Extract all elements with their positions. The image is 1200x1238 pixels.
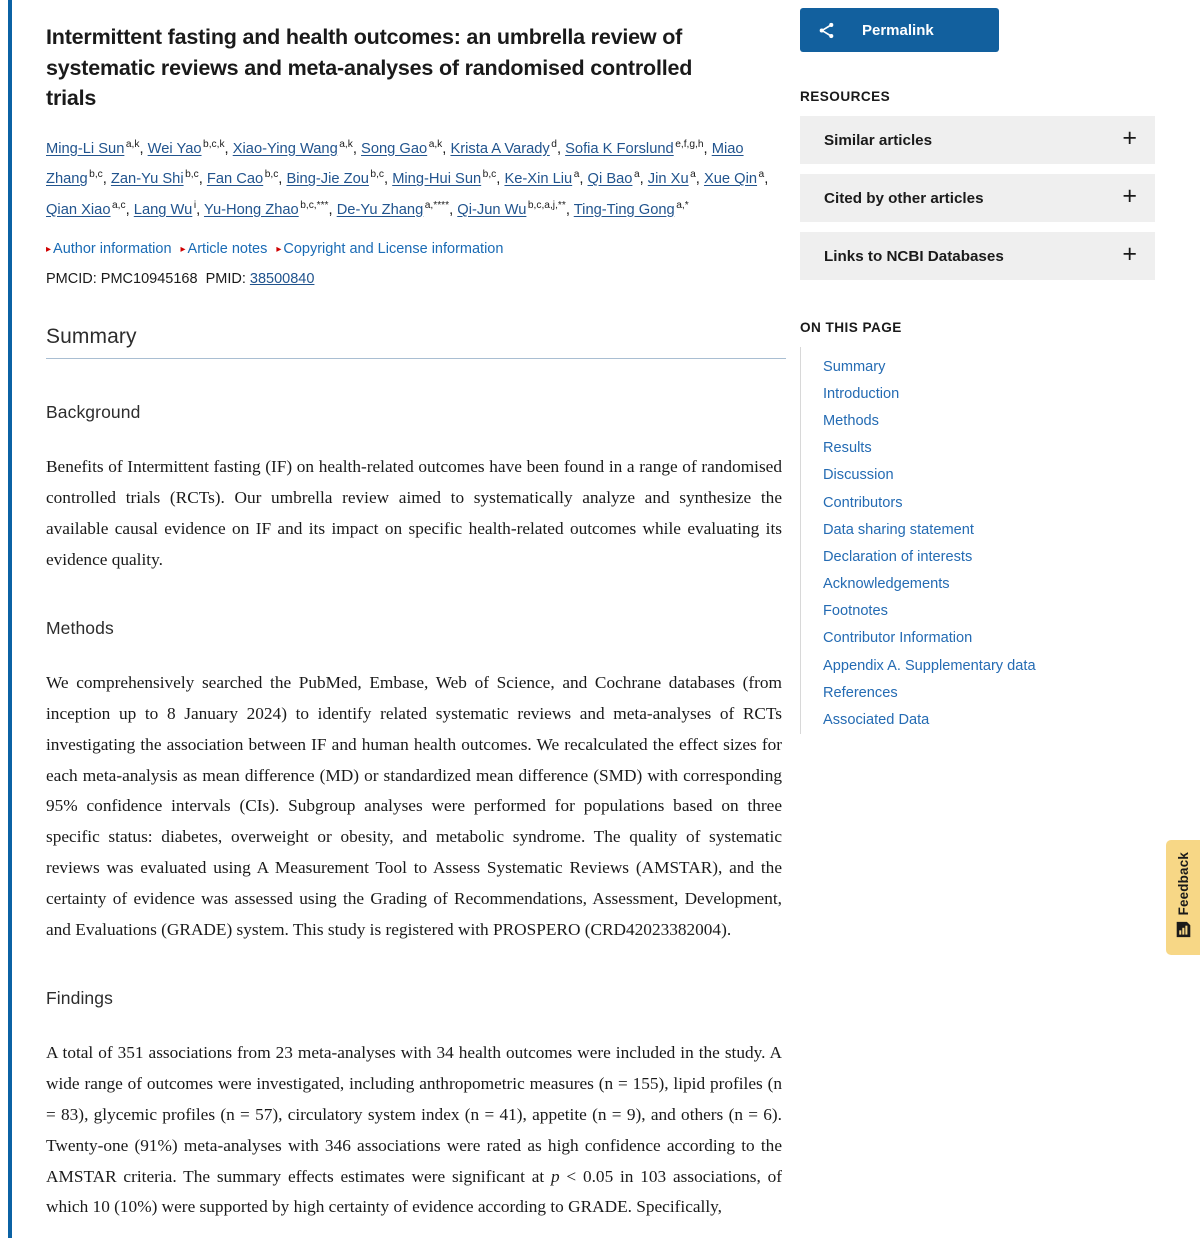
article-info-links — [46, 239, 800, 261]
author-link[interactable]: Qian Xiao — [46, 201, 111, 218]
summary-heading: Summary — [46, 325, 786, 359]
toc-link-contributors[interactable]: Contributors — [823, 494, 903, 511]
on-this-page-heading: ON THIS PAGE — [800, 320, 902, 335]
toc-link-methods[interactable]: Methods — [823, 412, 879, 429]
info-link-article-notes[interactable] — [181, 239, 268, 261]
author-separator: , — [278, 171, 287, 188]
author-link[interactable]: Song Gao — [361, 140, 428, 157]
author-separator: , — [224, 140, 233, 157]
author-link[interactable]: Ming-Hui Sun — [392, 171, 482, 188]
author-separator: , — [695, 171, 704, 188]
share-icon — [817, 21, 836, 40]
author-separator: , — [449, 201, 458, 218]
author-affiliation-sup: a,* — [676, 199, 689, 211]
toc-link-declaration-of-interests[interactable]: Declaration of interests — [823, 548, 973, 565]
author-affiliation-sup: b,c — [482, 169, 497, 181]
author-link[interactable]: Jin Xu — [647, 171, 689, 188]
plus-icon[interactable]: + — [1122, 124, 1137, 152]
toc-link-discussion[interactable]: Discussion — [823, 467, 894, 484]
author-affiliation-sup: a,**** — [424, 199, 450, 211]
author-separator: , — [639, 171, 648, 188]
author-separator: , — [352, 140, 362, 157]
pmid-link[interactable]: 38500840 — [249, 271, 315, 288]
author-link[interactable]: Krista A Varady — [450, 140, 550, 157]
feedback-label: Feedback — [1175, 851, 1191, 916]
author-separator: , — [565, 201, 574, 218]
author-link[interactable]: De-Yu Zhang — [336, 201, 424, 218]
resource-row-links-to-ncbi-databases[interactable] — [800, 232, 1155, 280]
author-link[interactable]: Bing-Jie Zou — [286, 171, 369, 188]
info-link-label: Copyright and License information — [283, 241, 504, 258]
author-separator: , — [442, 140, 451, 157]
findings-paragraph — [46, 1038, 782, 1223]
author-separator: , — [102, 171, 111, 188]
resources-heading: RESOURCES — [800, 89, 891, 104]
findings-italic-p: p — [550, 1166, 560, 1186]
feedback-tab[interactable] — [1166, 840, 1200, 955]
plus-icon[interactable]: + — [1122, 182, 1137, 210]
author-affiliation-sup: a,k — [428, 138, 443, 150]
author-affiliation-sup: a,c — [112, 199, 126, 211]
author-link[interactable]: Sofia K Forslund — [565, 140, 674, 157]
toc-link-acknowledgements[interactable]: Acknowledgements — [823, 576, 950, 593]
permalink-label: Permalink — [862, 21, 934, 39]
pmcid-value: PMC10945168 — [100, 271, 198, 288]
author-link[interactable]: Wei Yao — [147, 140, 202, 157]
permalink-button[interactable] — [800, 8, 999, 52]
author-affiliation-sup: a — [633, 169, 640, 181]
author-affiliation-sup: b,c,k — [203, 138, 225, 150]
toc-link-associated-data[interactable]: Associated Data — [823, 712, 930, 729]
toc-link-introduction[interactable]: Introduction — [823, 385, 900, 402]
author-separator: , — [196, 201, 204, 218]
methods-heading: Methods — [46, 618, 114, 639]
author-affiliation-sup: b,c,a,j,** — [527, 199, 566, 211]
info-link-label: Article notes — [187, 241, 268, 258]
background-paragraph: Benefits of Intermittent fasting (IF) on health-related outcomes have been found in a range of randomised controlled trials (RCTs). Our umbrella review aimed to systematically analyze and synthesize the available causal evidence on IF and its impact on specific health-related outcomes while evaluating its evidence quality. — [46, 457, 782, 569]
author-link[interactable]: Xiao-Ying Wang — [232, 140, 338, 157]
author-affiliation-sup: a — [573, 169, 580, 181]
author-separator: , — [328, 201, 337, 218]
background-heading: Background — [46, 402, 141, 423]
author-link[interactable]: Lang Wu — [133, 201, 193, 218]
author-link[interactable]: Zan-Yu Shi — [110, 171, 184, 188]
author-separator: , — [384, 171, 393, 188]
resource-row-similar-articles[interactable] — [800, 116, 1155, 164]
author-separator: , — [703, 140, 712, 157]
resource-label: Cited by other articles — [824, 189, 984, 207]
author-affiliation-sup: b,c — [185, 169, 199, 181]
pmcid-label: PMCID: — [46, 271, 97, 288]
toc-link-data-sharing-statement[interactable]: Data sharing statement — [823, 521, 974, 538]
author-affiliation-sup: b,c — [89, 169, 103, 181]
toc-link-results[interactable]: Results — [823, 440, 872, 457]
article-sidebar — [800, 0, 1200, 734]
author-separator: , — [556, 140, 566, 157]
author-link[interactable]: Ke-Xin Liu — [504, 171, 573, 188]
author-affiliation-sup: a — [690, 169, 696, 181]
plus-icon[interactable]: + — [1122, 240, 1137, 268]
author-link[interactable]: Xue Qin — [703, 171, 758, 188]
author-affiliation-sup: b,c — [370, 169, 385, 181]
page-title: Intermittent fasting and health outcomes: an umbrella review of systematic reviews and meta-analyses of randomised controlled trials — [46, 25, 693, 111]
findings-text-part1: A total of 351 associations from 23 meta-analyses with 34 health outcomes were included in the study. A wide range of outcomes were investigated, including anthropometric measures (n = 155), lipid profiles (n = 83), glycemic profiles (n = 57), circulatory system index (n = 41), appetite (n = 9), and others (n = 6). Twenty-one (91%) meta-analyses with 346 associations were rated as high confidence according to the AMSTAR criteria. The summary effects estimates were significant at — [46, 1043, 782, 1186]
author-separator: , — [579, 171, 588, 188]
chart-page-icon — [1175, 921, 1192, 943]
pmid-label: PMID: — [205, 271, 246, 288]
author-link[interactable]: Yu-Hong Zhao — [203, 201, 299, 218]
author-link[interactable]: Ming-Li Sun — [46, 140, 125, 157]
author-affiliation-sup: b,c,*** — [300, 199, 329, 211]
toc-link-appendix-a-supplementary-data[interactable]: Appendix A. Supplementary data — [823, 657, 1036, 674]
triangle-right-icon: ▸ — [46, 244, 52, 256]
methods-paragraph: We comprehensively searched the PubMed, Embase, Web of Science, and Cochrane databases (from inception up to 8 January 2024) to identify related systematic reviews and meta-analyses of RCTs investigating the association between IF and human health outcomes. We recalculated the effect sizes for each meta-analysis as mean difference (MD) or standardized mean difference (SMD) with corresponding 95% confidence intervals (CIs). Subgroup analyses were performed for populations based on three specific status: diabetes, overweight or obesity, and metabolic syndrome. The quality of systematic reviews was evaluated using A Measurement Tool to Assess Systematic Reviews (AMSTAR), and the certainty of evidence was assessed using the Grading of Recommendations, Assessment, Development, and Evaluations (GRADE) system. This study is registered with PROSPERO (CRD42023382004). — [46, 673, 782, 939]
author-affiliation-sup: b,c — [264, 169, 279, 181]
author-separator: , — [198, 171, 207, 188]
author-link[interactable]: Miao Zhang — [46, 140, 744, 188]
info-link-copyright-and-license-information[interactable] — [276, 239, 503, 261]
author-affiliation-sup: a,k — [125, 138, 140, 150]
author-separator: , — [496, 171, 505, 188]
author-separator: , — [125, 201, 134, 218]
author-affiliation-sup: e,f,g,h — [675, 138, 704, 150]
resource-row-cited-by-other-articles[interactable] — [800, 174, 1155, 222]
author-link[interactable]: Fan Cao — [206, 171, 264, 188]
info-link-author-information[interactable] — [46, 239, 172, 261]
author-affiliation-sup: d — [551, 138, 557, 150]
resources-accordion — [800, 116, 1155, 280]
toc-link-footnotes[interactable]: Footnotes — [823, 603, 888, 620]
on-this-page-nav — [800, 347, 1155, 734]
resource-label: Similar articles — [824, 131, 933, 149]
resource-label: Links to NCBI Databases — [824, 247, 1004, 265]
author-list — [46, 134, 786, 226]
toc-link-contributor-information[interactable]: Contributor Information — [823, 630, 973, 647]
findings-heading: Findings — [46, 988, 113, 1009]
author-affiliation-sup: a — [758, 169, 765, 181]
author-link[interactable]: Ting-Ting Gong — [573, 201, 675, 218]
triangle-right-icon: ▸ — [180, 244, 186, 256]
toc-link-references[interactable]: References — [823, 684, 898, 701]
triangle-right-icon: ▸ — [276, 244, 282, 256]
findings-text-part2: < 0.05 in 103 associations, of which 10 (10%) were supported by high certainty of evidence according to GRADE. Specifically, — [46, 1166, 782, 1217]
author-affiliation-sup: a,k — [339, 138, 353, 150]
toc-link-summary[interactable]: Summary — [823, 358, 886, 375]
author-link[interactable]: Qi-Jun Wu — [457, 201, 527, 218]
author-separator: , — [139, 140, 148, 157]
author-affiliation-sup: i — [193, 199, 197, 211]
info-link-label: Author information — [53, 241, 172, 258]
author-separator: , — [764, 171, 769, 188]
article-identifiers — [46, 268, 800, 291]
author-link[interactable]: Qi Bao — [587, 171, 633, 188]
